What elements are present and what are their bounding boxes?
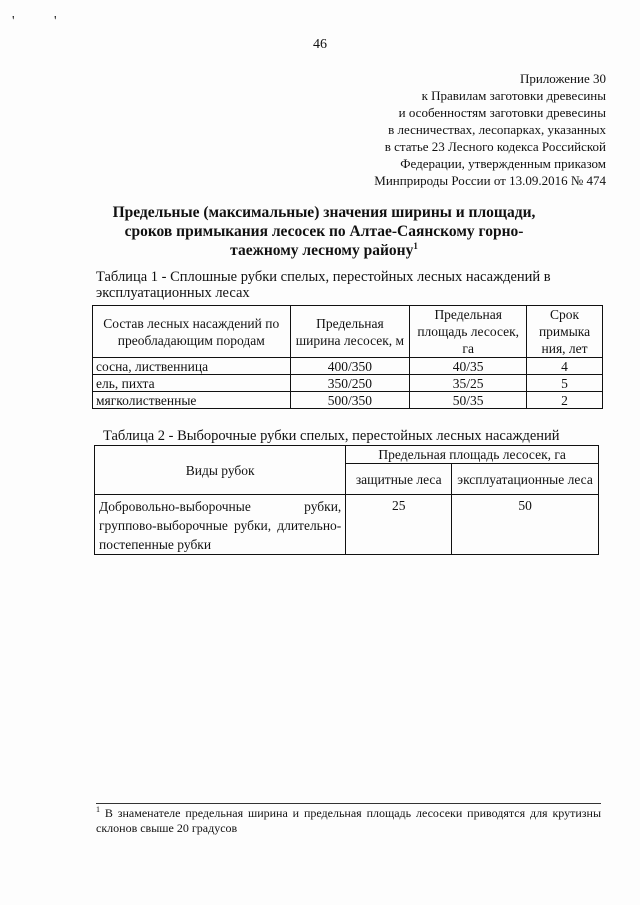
table-row — [93, 375, 603, 392]
appendix-line: в лесничествах, лесопарках, указанных — [388, 122, 606, 137]
document-title — [96, 203, 552, 260]
footnote — [96, 806, 601, 836]
header-cutting-types: Виды рубок — [95, 446, 346, 495]
appendix-line: в статье 23 Лесного кодекса Российской — [384, 139, 606, 154]
cell-width: 500/350 — [290, 392, 410, 409]
cell-width: 350/250 — [290, 375, 410, 392]
cell-protective-value: 25 — [346, 495, 452, 555]
cell-term: 4 — [527, 358, 603, 375]
table-clear-cutting — [92, 305, 603, 409]
appendix-line: Минприроды России от 13.09.2016 № 474 — [374, 173, 606, 188]
cell-area: 50/35 — [410, 392, 527, 409]
table2-caption: Таблица 2 - Выборочные рубки спелых, перестойных лесных насаждений — [103, 428, 560, 444]
header-protective-forests: защитные леса — [346, 464, 452, 495]
appendix-line: Приложение 30 — [519, 71, 606, 86]
appendix-block — [306, 70, 606, 189]
page-number: 46 — [313, 37, 327, 52]
header-exploitation-forests: эксплуатационные леса — [452, 464, 599, 495]
cell-area: 35/25 — [410, 375, 527, 392]
table-row — [93, 392, 603, 409]
appendix-line: Федерации, утвержденным приказом — [400, 156, 606, 171]
footnote-text: В знаменателе предельная ширина и предельная площадь лесосеки приводятся для крутизны склонов свыше 20 градусов — [96, 806, 602, 835]
table-selective-cutting — [94, 445, 599, 555]
header-max-area: Предельная площадь лесосек, га — [346, 446, 599, 464]
cell-term: 2 — [527, 392, 603, 409]
cell-term: 5 — [527, 375, 603, 392]
table-header-row — [93, 306, 603, 358]
table-header-row — [95, 446, 599, 464]
cell-composition: сосна, лиственница — [93, 358, 291, 375]
table1-caption: Таблица 1 - Сплошные рубки спелых, перестойных лесных насаждений в эксплуатационных лесах — [96, 269, 551, 301]
appendix-line: и особенностям заготовки древесины — [398, 105, 606, 120]
scan-marks: ' ' — [12, 14, 75, 29]
table-row — [93, 358, 603, 375]
footnote-divider — [96, 803, 601, 804]
appendix-line: к Правилам заготовки древесины — [421, 88, 606, 103]
header-term: Срок примыка ния, лет — [527, 306, 603, 358]
cell-cutting-types: Добровольно-выборочные рубки, группово-выборочные рубки, длительно-постепенные рубки — [95, 495, 346, 555]
header-area: Предельная площадь лесосек, га — [410, 306, 527, 358]
cell-composition: ель, пихта — [93, 375, 291, 392]
cell-width: 400/350 — [290, 358, 410, 375]
header-width: Предельная ширина лесосек, м — [290, 306, 410, 358]
table-row — [95, 495, 599, 555]
cell-exploitation-value: 50 — [452, 495, 599, 555]
cell-area: 40/35 — [410, 358, 527, 375]
title-footnote-mark: 1 — [413, 240, 418, 251]
cell-composition: мягколиственные — [93, 392, 291, 409]
title-text: Предельные (максимальные) значения ширины и площади, сроков примыкания лесосек по Алтае-Саянскому горно-таежному лесному району — [112, 204, 536, 259]
header-composition: Состав лесных насаждений по преобладающим породам — [93, 306, 291, 358]
footnote-mark: 1 — [96, 805, 100, 814]
